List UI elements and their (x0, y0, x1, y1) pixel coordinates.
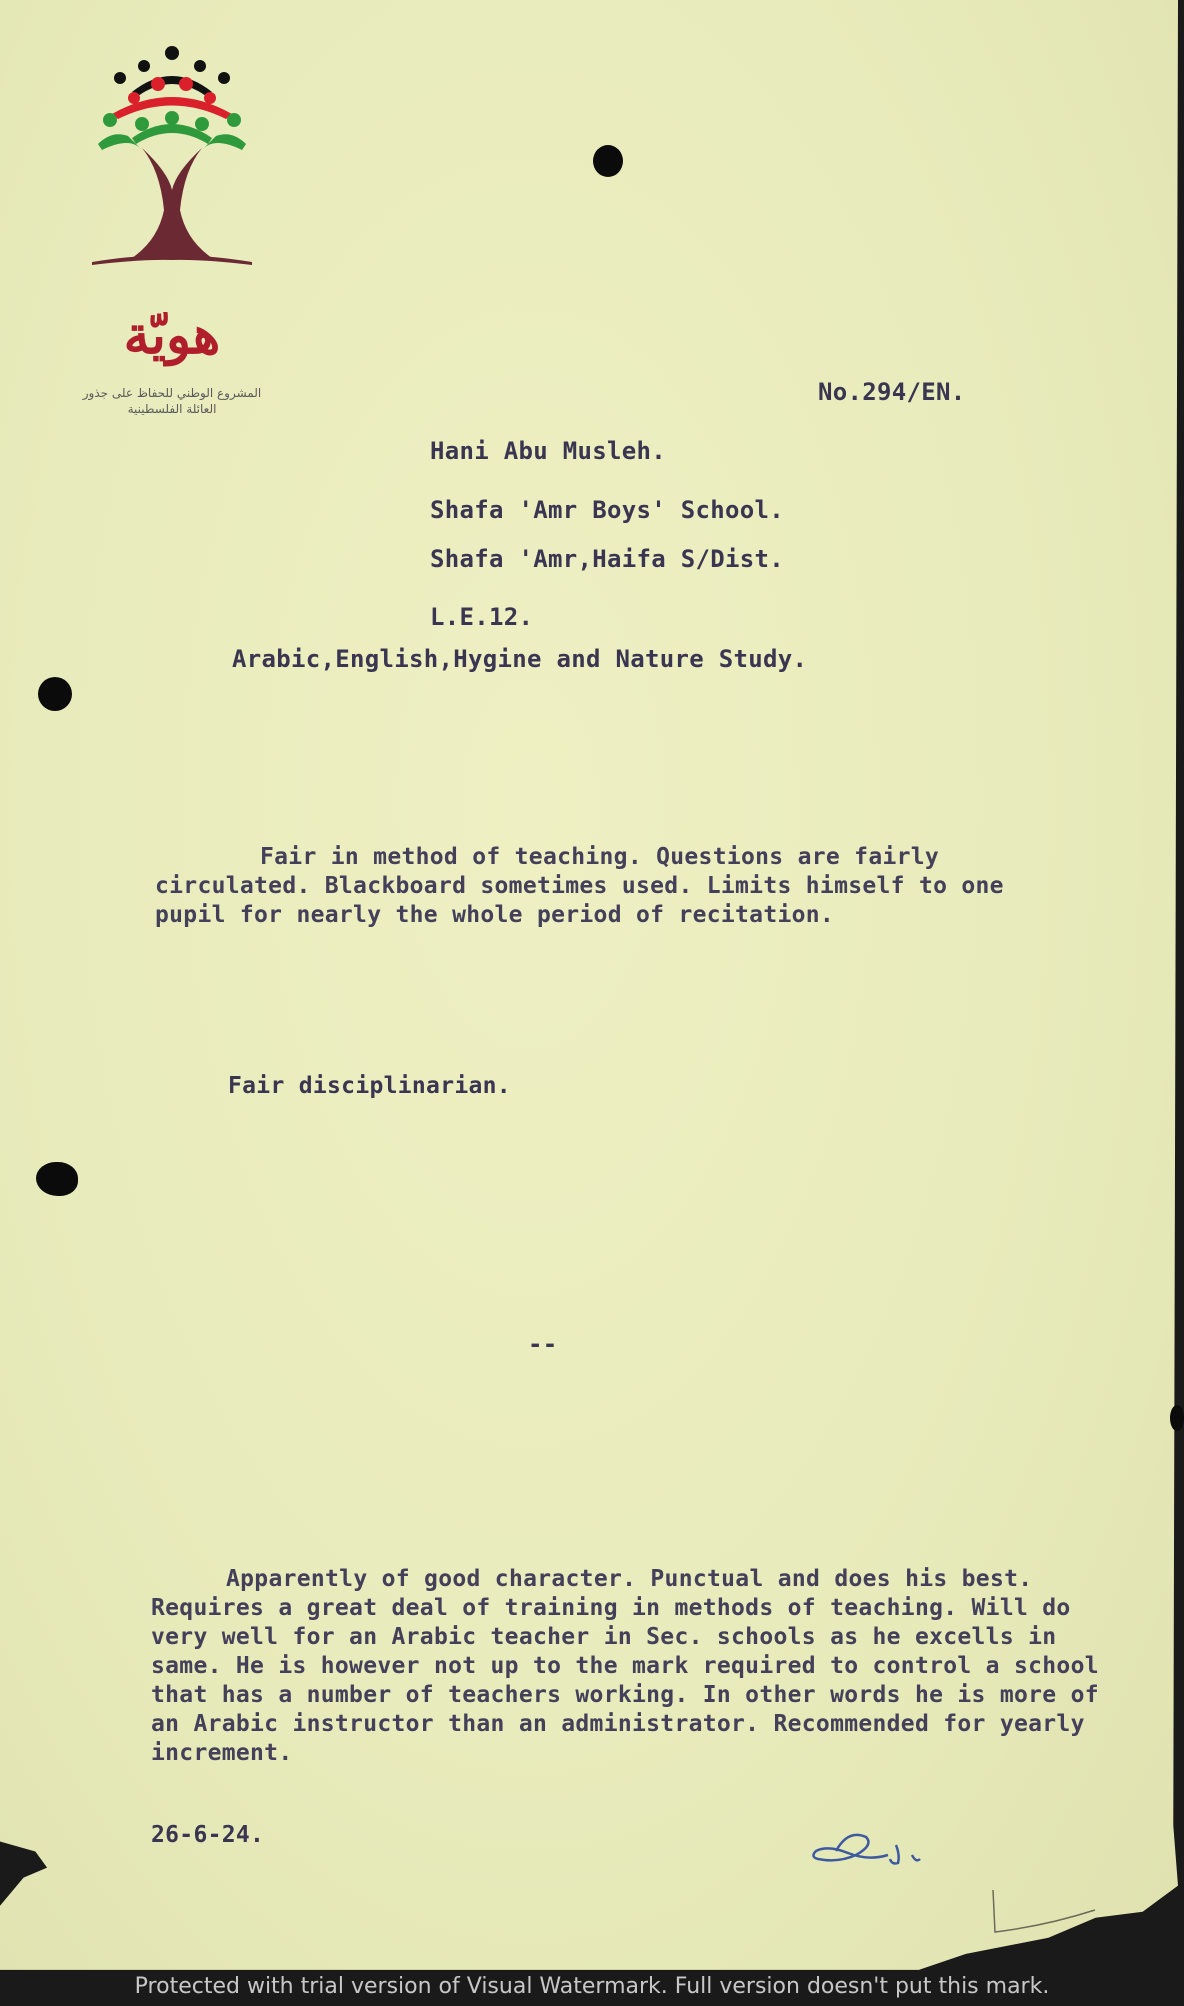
school-location: Shafa 'Amr,Haifa S/Dist. (430, 545, 784, 573)
hawiya-logo (72, 40, 272, 430)
grade-code: L.E.12. (430, 603, 534, 631)
character-remarks (151, 1565, 1111, 1768)
pencil-mark (985, 1880, 1105, 1940)
subjects: Arabic,English,Hygine and Nature Study. (232, 645, 808, 673)
teacher-name: Hani Abu Musleh. (430, 437, 666, 465)
discipline-remarks: Fair disciplinarian. (228, 1073, 511, 1099)
logo-tagline: المشروع الوطني للحفاظ على جذور العائلة الفلسطينية (82, 386, 262, 416)
punch-hole (593, 145, 623, 177)
teaching-remarks-text: Fair in method of teaching. Questions are fairly circulated. Blackboard sometimes used. Limits himself to one pupil for nearly the whole period of recitation. (155, 844, 1004, 928)
teaching-remarks (155, 843, 1075, 930)
school-name: Shafa 'Amr Boys' School. (430, 496, 784, 524)
tree-of-people-icon (72, 40, 272, 300)
document-date: 26-6-24. (151, 1822, 265, 1848)
punch-hole (36, 1162, 78, 1196)
punch-hole (38, 677, 72, 711)
punch-hole (1170, 1405, 1184, 1431)
watermark-text: Protected with trial version of Visual Watermark. Full version doesn't put this mark. (134, 1974, 1050, 1999)
separator-dash: -- (528, 1330, 558, 1358)
reference-number: No.294/EN. (818, 378, 966, 406)
character-remarks-text: Apparently of good character. Punctual and does his best. Requires a great deal of training in methods of teaching. Will do very well for an Arabic teacher in Sec. schools as he excells in same. He is however not up to the mark required to control a school that has a number of teachers working. In other words he is more of an Arabic instructor than an administrator. Recommended for yearly increment. (151, 1566, 1099, 1766)
signature-initials (808, 1815, 958, 1885)
logo-name: هويّة (123, 305, 221, 366)
